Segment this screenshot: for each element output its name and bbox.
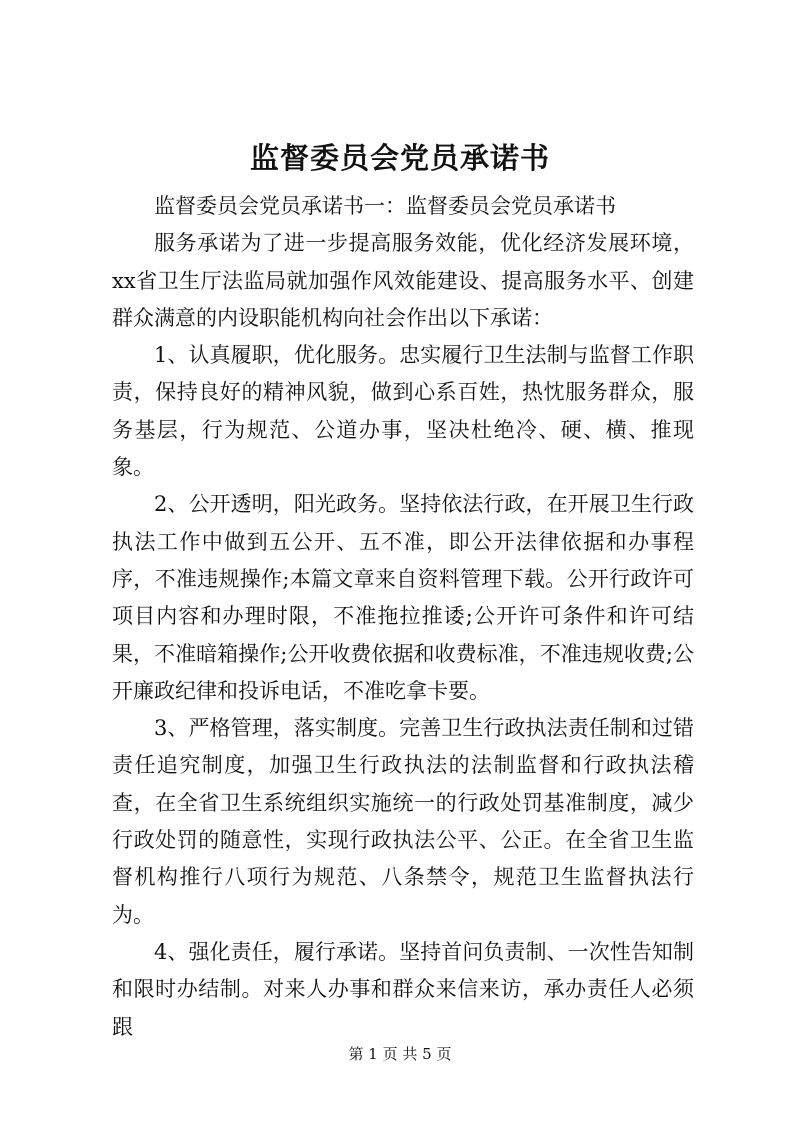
paragraph-item-2: 2、公开透明，阳光政务。坚持依法行政，在开展卫生行政执法工作中做到五公开、五不准，即公开法律依据和办事程序，不准违规操作;本篇文章来自资料管理下载。公开行政许可项目内容和办理时限，不准拖拉推诿;公开许可条件和许可结果，不准暗箱操作;公开收费依据和收费标准，不准违规收费;公开廉政纪律和投诉电话，不准吃拿卡要。 [112,492,694,703]
paragraph-item-3: 3、严格管理，落实制度。完善卫生行政执法责任制和过错责任追究制度，加强卫生行政执法的法制监督和行政执法稽查，在全省卫生系统组织实施统一的行政处罚基准制度，减少行政处罚的随意性，实现行政执法公平、公正。在全省卫生监督机构推行八项行为规范、八条禁令，规范卫生监督执法行为。 [112,716,694,927]
paragraph-subtitle: 监督委员会党员承诺书一：监督委员会党员承诺书 [154,194,616,218]
paragraph-item-1: 1、认真履职，优化服务。忠实履行卫生法制与监督工作职责，保持良好的精神风貌，做到心系百姓，热忱服务群众，服务基层，行为规范、公道办事，坚决杜绝冷、硬、横、推现象。 [112,343,694,480]
page-footer: 第 1 页 共 5 页 [348,1045,452,1063]
document-title: 监督委员会党员承诺书 [249,141,550,175]
document-body [112,188,694,1046]
paragraph-intro: 服务承诺为了进一步提高服务效能，优化经济发展环境，xx省卫生厅法监局就加强作风效能建设、提高服务水平、创建群众满意的内设职能机构向社会作出以下承诺： [112,231,694,330]
paragraph-item-4: 4、强化责任，履行承诺。坚持首问负责制、一次性告知制和限时办结制。对来人办事和群众来信来访，承办责任人必须跟 [112,939,694,1039]
